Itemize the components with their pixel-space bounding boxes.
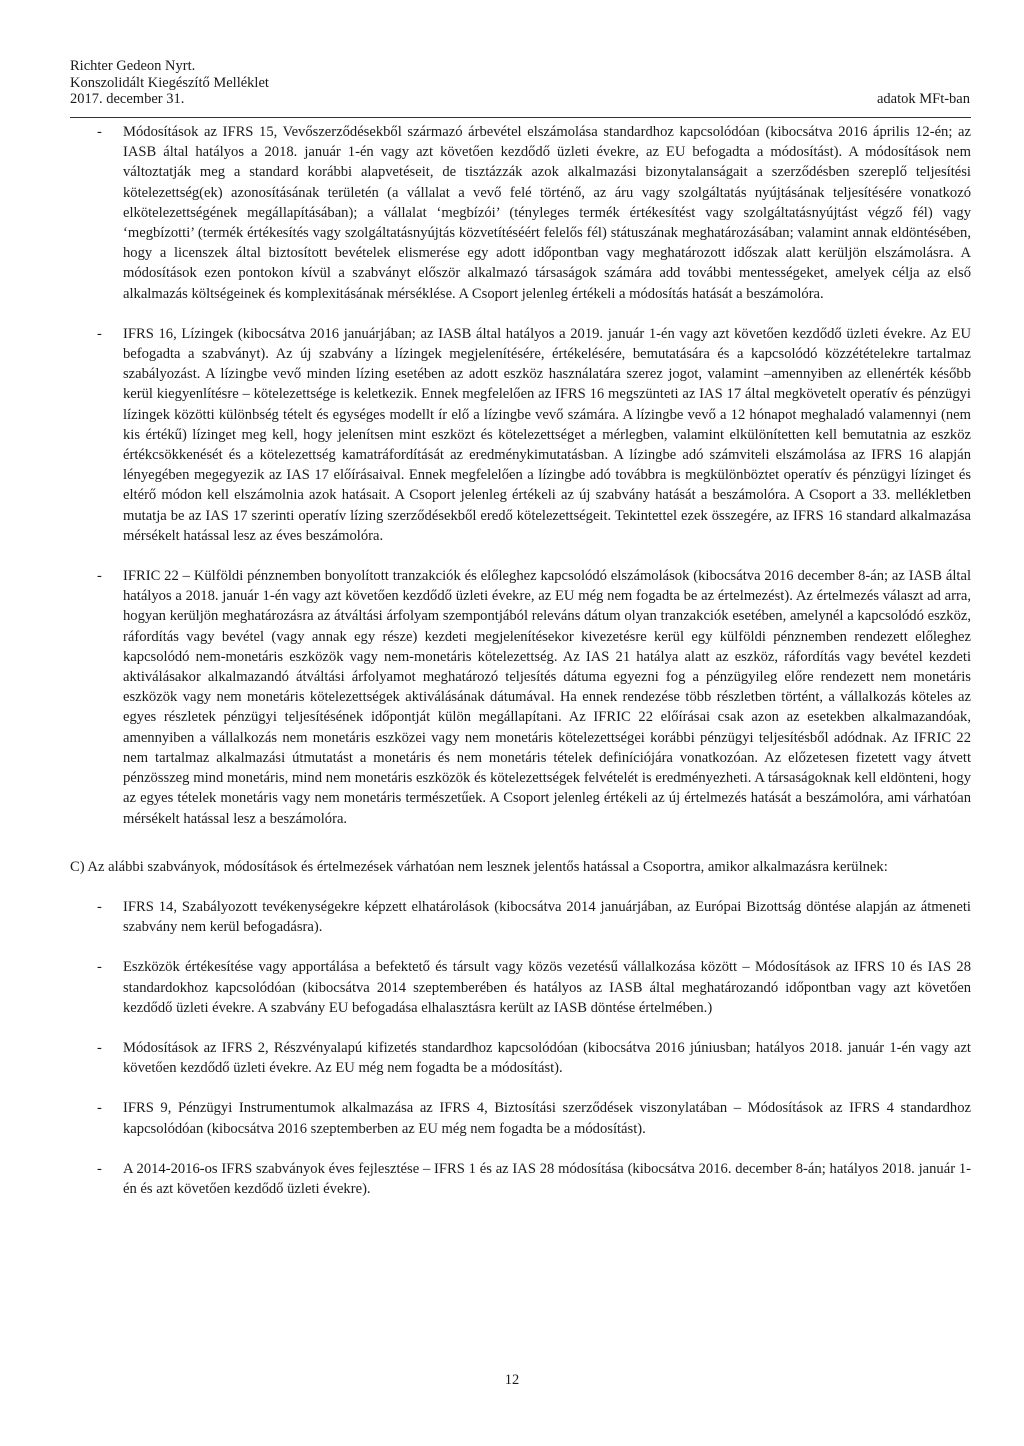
bullet-dash: - [97, 1039, 102, 1056]
section-c-intro: C) Az alábbi szabványok, módosítások és értelmezések várhatóan nem lesznek jelentős hatással a Csoportra, amikor alkalmazásra kerülnek: [70, 858, 888, 875]
list-item-text: IFRIC 22 – Külföldi pénznemben bonyolított tranzakciók és előleghez kapcsolódó elszámolások (kibocsátva 2016 december 8-án; az IASB által hatályos a 2018. január 1-én vagy azt követően kezdődő üzleti évekre, az EU még nem fogadta be az értelmezést). Az értelmezés választ ad arra, hogyan kerüljön meghatározásra az átváltási árfolyam szempontjából releváns dátum olyan tranzakciók esetében, amelynél a kapcsolódó eszköz, ráfordítás vagy bevétel (vagy annak egy része) kezdeti megjelenítésekor kivezetésre kerül egy külföldi pénznemben rendezett előleghez kapcsolódó nem-monetáris eszközök vagy nem-monetáris kötelezettség. Az IAS 21 hatálya alatt az eszköz, ráfordítás vagy bevétel kezdeti aktiválásakor alkalmazandó átváltási árfolyamot meghatározó teljesítés dátuma egyezni fog a pénzügyileg előre rendezett nem monetáris eszközök vagy nem monetáris kötelezettségek aktiválásának dátumával. Ha ennek rendezése több részletben történt, a vállalkozás köteles az egyes részletek pénzügyi teljesítésének időpontját külön megállapítani. Az IFRIC 22 előírásai csak azon az esetekben alkalmazandóak, amennyiben a vállalkozás nem monetáris eszközei vagy nem monetáris kötelezettségei korábbi pénzügyi teljesítésből adódnak. Az IFRIC 22 nem tartalmaz alkalmazási útmutatást a monetáris és nem monetáris tételek definíciójára vonatkozóan. Az előzetesen fizetett vagy átvett pénzösszeg mind monetáris, mind nem monetáris eszközök és kötelezettségek felvételét is eredményezheti. A társaságoknak kell eldönteni, hogy az egyes tételek monetáris vagy nem monetáris természetűek. A Csoport jelenleg értékeli az új értelmezés hatását a beszámolóra, ami várhatóan mérsékelt hatással lesz a beszámolóra. [123, 568, 971, 827]
main-content [70, 122, 971, 1219]
document-title: Konszolidált Kiegészítő Melléklet [70, 74, 269, 91]
report-date: 2017. december 31. [70, 91, 185, 107]
list-item-text: IFRS 16, Lízingek (kibocsátva 2016 januárjában; az IASB által hatályos a 2019. január 1-én vagy azt követően kezdődő üzleti évekre. Az EU befogadta a szabványt). Az új szabvány a lízingek megjelenítésére, értékelésére, bemutatására és a kapcsolódó közzétételekre tartalmaz szabályozást. A lízingbe vevő minden lízing esetében az adott eszköz használatára szerez jogot, valamint –amennyiben az ellenérték később kerül kiegyenlítésre – kötelezettsége is keletkezik. Ennek megfelelően az IFRS 16 megszünteti az IAS 17 által megkövetelt operatív és pénzügyi lízingek közötti különbség tételt és egységes modellt ír elő a lízingbe vevő számára. A lízingbe vevő a 12 hónapot meghaladó valamennyi (nem kis értékű) lízinget meg kell, hogy jelenítsen mint eszközt és kötelezettséget a mérlegben, valamint elkülönítetten kell bemutatnia az eszköz értékcsökkenését és a kötelezettség kamatráfordítását az eredménykimutatásban. A lízingbe adó számviteli elszámolása az IFRS 16 alapján lényegében megegyezik az IAS 17 előírásaival. Ennek megfelelően a lízingbe adó továbbra is megkülönböztet operatív és pénzügyi lízinget és eltérő módon kell elszámolnia azok hatásait. A Csoport jelenleg értékeli az új szabvány hatását a beszámolóra. A Csoport a 33. mellékletben mutatja be az IAS 17 szerinti operatív lízing szerződésekből eredő kötelezettségeit. Tekintettel ezek összegére, az IFRS 16 standard alkalmazása mérsékelt hatással lesz az éves beszámolóra. [123, 325, 971, 544]
bullet-dash: - [97, 325, 102, 342]
list-item [70, 566, 971, 829]
unit-label: adatok MFt-ban [876, 91, 970, 107]
list-item-text: A 2014-2016-os IFRS szabványok éves fejlesztése – IFRS 1 és az IAS 28 módosítása (kibocsátva 2016. december 8-án; hatályos 2018. január 1-én és azt követően kezdődő üzleti évekre). [123, 1160, 971, 1197]
list-item-text: Módosítások az IFRS 2, Részvényalapú kifizetés standardhoz kapcsolódóan (kibocsátva 2016 júniusban; hatályos 2018. január 1-én vagy azt követően kezdődő üzleti évekre. Az EU még nem fogadta be a módosítást). [123, 1039, 971, 1077]
list-item [70, 1098, 971, 1138]
list-item [70, 1038, 971, 1078]
list-item-text: Eszközök értékesítése vagy apportálása a befektető és társult vagy közös vezetésű vállalkozása között – Módosítások az IFRS 10 és IAS 28 standardokhoz kapcsolódóan (kibocsátva 2014 szeptemberében és hatályos az IASB által meghatározandó időpontban vagy azt követően kezdődő üzleti évekre. A szabvány EU befogadása elhalasztásra került az IASB döntése értelmében.) [123, 959, 971, 1016]
list-item-text: IFRS 14, Szabályozott tevékenységekre képzett elhatárolások (kibocsátva 2014 januárjában, az Európai Bizottság döntése alapján az átmeneti szabvány nem kerül befogadásra). [123, 898, 971, 936]
bullet-dash: - [97, 1100, 102, 1117]
list-item [70, 897, 971, 937]
list-item [70, 1159, 971, 1199]
list-item [70, 324, 971, 546]
header-rule [70, 117, 971, 118]
bullet-dash: - [97, 959, 102, 976]
bullet-dash: - [97, 1160, 102, 1177]
bullet-dash: - [97, 568, 102, 585]
list-item-text: IFRS 9, Pénzügyi Instrumentumok alkalmazása az IFRS 4, Biztosítási szerződések viszonylatában – Módosítások az IFRS 4 standardhoz kapcsolódóan (kibocsátva 2016 szeptemberben az EU még nem fogadta be a módosítást). [123, 1100, 971, 1137]
bullet-dash: - [97, 898, 102, 915]
bullet-dash: - [97, 124, 102, 140]
list-item [70, 122, 971, 304]
company-name: Richter Gedeon Nyrt. [70, 58, 196, 74]
list-item-text: Módosítások az IFRS 15, Vevőszerződésekből származó árbevétel elszámolása standardhoz kapcsolódóan (kibocsátva 2016 április 12-én; az IASB által hatályos a 2018. január 1-én vagy azt követően kezdődő üzleti évekre, az EU befogadta a módosítást). A módosítások nem változtatják meg a standard korábbi alapvetéseit, de tisztázzák azok alkalmazási bizonytalanságait a szerződésben szereplő teljesítési kötelezettség(ek) azonosításának területén (a vállalat a vevő felé történő, az áru vagy szolgáltatás nyújtásának teljesítésére vonatkozó elkötelezettségének megállapításában); a vállalat ‘megbízói’ (tényleges termék értékesítést vagy szolgáltatásnyújtást végző fél) vagy ‘megbízotti’ (termék értékesítés vagy szolgáltatásnyújtás közvetítéséért felelős fél) státuszának meghatározásában; valamint annak eldöntésében, hogy a licenszek által biztosított bevételek elismerése egy adott időpontban vagy meghatározott időszak alatt kerüljön elszámolásra. A módosítások ezen pontokon kívül a szabványt először alkalmazó társaságok számára add további mentességeket, amelyek célja az első alkalmazás költségeinek és komplexitásának mérséklése. A Csoport jelenleg értékeli a módosítás hatását a beszámolóra. [123, 124, 971, 302]
page-header [70, 58, 970, 108]
list-item [70, 957, 971, 1018]
page-number: 12 [504, 1372, 520, 1388]
